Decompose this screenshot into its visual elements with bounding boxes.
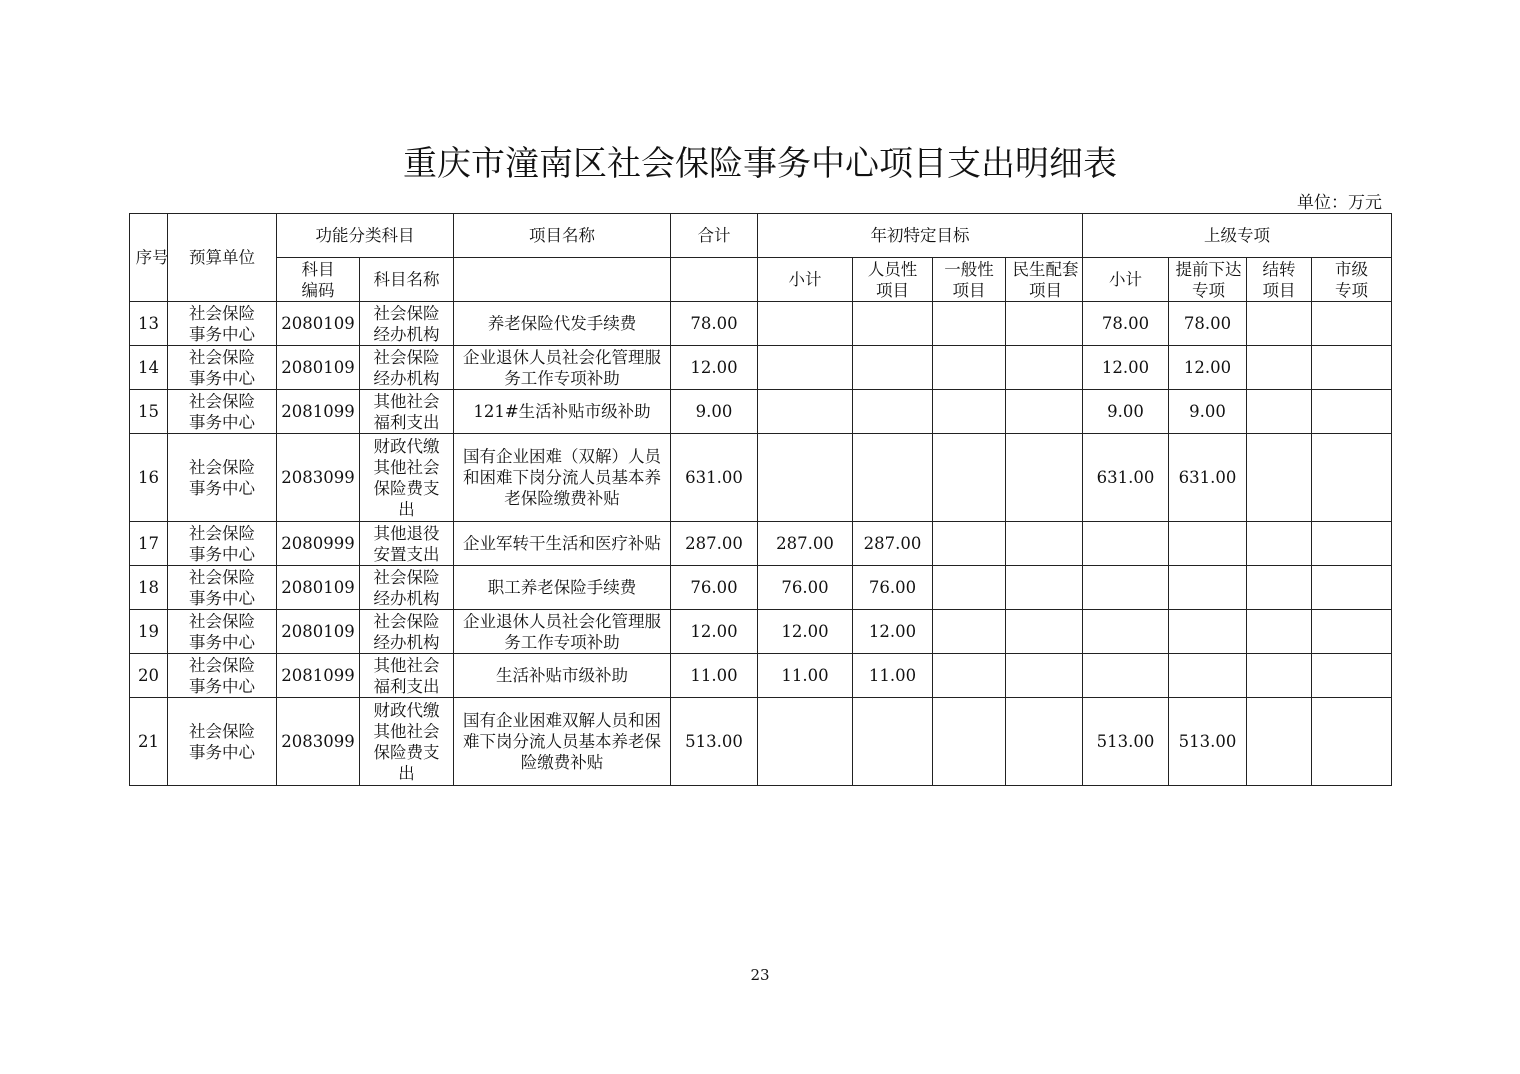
cell-at-subtotal — [758, 434, 853, 522]
cell-unit — [168, 522, 277, 566]
cell-at-personnel — [853, 566, 933, 610]
cell-sup-carryover — [1247, 346, 1312, 390]
cell-project — [454, 610, 671, 654]
header-sup-carryover: 结转项目 — [1247, 258, 1312, 302]
cell-code — [277, 522, 360, 566]
header-sup-advance: 提前下达专项 — [1169, 258, 1247, 302]
cell-project-text: 职工养老保险手续费 — [487, 578, 637, 597]
cell-sup-advance — [1169, 522, 1247, 566]
cell-seq-text: 20 — [138, 666, 159, 685]
cell-total-text: 9.00 — [695, 402, 733, 421]
cell-sup-subtotal — [1083, 698, 1169, 786]
cell-sup-advance — [1169, 390, 1247, 434]
cell-sup-city — [1312, 610, 1392, 654]
cell-sup-subtotal — [1083, 302, 1169, 346]
cell-subject-text: 财政代缴其他社会保险费支出 — [373, 700, 440, 783]
cell-seq-text: 16 — [138, 468, 159, 487]
cell-sup-advance — [1169, 346, 1247, 390]
cell-sup-advance — [1169, 698, 1247, 786]
cell-at-personnel-text: 76.00 — [868, 578, 917, 597]
cell-at-subtotal — [758, 522, 853, 566]
cell-at-subtotal-text: 11.00 — [781, 666, 829, 685]
table-row — [130, 434, 1392, 522]
cell-sup-advance — [1169, 566, 1247, 610]
table-row — [130, 698, 1392, 786]
cell-sup-carryover — [1247, 566, 1312, 610]
cell-unit — [168, 390, 277, 434]
cell-sup-advance — [1169, 610, 1247, 654]
cell-project — [454, 698, 671, 786]
cell-at-livelihood — [1006, 522, 1083, 566]
cell-at-general — [933, 302, 1006, 346]
cell-subject — [360, 698, 454, 786]
cell-project-text: 121#生活补贴市级补助 — [473, 402, 651, 421]
cell-sup-advance — [1169, 654, 1247, 698]
cell-at-subtotal — [758, 566, 853, 610]
cell-sup-subtotal — [1083, 390, 1169, 434]
header-at-livelihood: 民生配套项目 — [1006, 258, 1083, 302]
cell-sup-city — [1312, 522, 1392, 566]
cell-sup-subtotal — [1083, 610, 1169, 654]
cell-at-subtotal — [758, 610, 853, 654]
cell-total — [671, 654, 758, 698]
cell-sup-city — [1312, 346, 1392, 390]
cell-sup-carryover — [1247, 302, 1312, 346]
cell-at-personnel-text: 12.00 — [868, 622, 917, 641]
cell-sup-carryover — [1247, 522, 1312, 566]
cell-subject-text: 其他退役安置支出 — [373, 523, 440, 564]
cell-seq — [130, 698, 168, 786]
cell-project-text: 国有企业困难双解人员和困难下岗分流人员基本养老保险缴费补贴 — [463, 711, 661, 772]
cell-at-subtotal — [758, 654, 853, 698]
cell-sup-subtotal — [1083, 566, 1169, 610]
cell-seq-text: 19 — [138, 622, 159, 641]
cell-code — [277, 346, 360, 390]
cell-seq — [130, 302, 168, 346]
cell-at-personnel-text: 11.00 — [868, 666, 917, 685]
cell-sup-subtotal-text: 78.00 — [1101, 314, 1150, 333]
cell-project — [454, 346, 671, 390]
cell-at-personnel — [853, 390, 933, 434]
cell-sup-subtotal-text: 631.00 — [1096, 468, 1155, 487]
cell-project — [454, 522, 671, 566]
cell-project-text: 企业退休人员社会化管理服务工作专项补助 — [463, 611, 661, 652]
cell-subject-text: 其他社会福利支出 — [373, 655, 440, 696]
cell-total-text: 76.00 — [690, 578, 738, 597]
cell-sup-carryover — [1247, 698, 1312, 786]
cell-code-text: 2080999 — [281, 534, 355, 553]
cell-code-text: 2083099 — [281, 732, 355, 751]
cell-unit — [168, 698, 277, 786]
cell-sup-advance-text: 78.00 — [1183, 314, 1232, 333]
cell-unit-text: 社会保险事务中心 — [189, 523, 255, 564]
cell-sup-advance-text: 631.00 — [1178, 468, 1237, 487]
header-total-sub — [671, 258, 758, 302]
cell-sup-city — [1312, 390, 1392, 434]
cell-subject — [360, 610, 454, 654]
cell-total-text: 513.00 — [685, 732, 743, 751]
cell-subject-text: 社会保险经办机构 — [373, 347, 440, 388]
cell-at-livelihood — [1006, 566, 1083, 610]
cell-at-personnel-text: 287.00 — [863, 534, 922, 553]
header-sup-city: 市级专项 — [1312, 258, 1392, 302]
cell-code-text: 2080109 — [281, 578, 355, 597]
cell-project — [454, 434, 671, 522]
cell-subject — [360, 654, 454, 698]
cell-unit — [168, 566, 277, 610]
cell-subject-text: 其他社会福利支出 — [373, 391, 440, 432]
cell-code-text: 2081099 — [281, 666, 355, 685]
cell-unit-text: 社会保险事务中心 — [189, 655, 255, 696]
cell-at-personnel — [853, 346, 933, 390]
cell-code — [277, 698, 360, 786]
header-at-subtotal: 小计 — [758, 258, 853, 302]
cell-seq-text: 15 — [138, 402, 159, 421]
table-row — [130, 390, 1392, 434]
cell-subject — [360, 566, 454, 610]
cell-unit-text: 社会保险事务中心 — [189, 303, 255, 344]
cell-sup-subtotal — [1083, 434, 1169, 522]
cell-total-text: 11.00 — [690, 666, 738, 685]
header-seq: 序号 — [130, 214, 168, 302]
cell-project — [454, 566, 671, 610]
cell-at-livelihood — [1006, 390, 1083, 434]
cell-sup-city — [1312, 434, 1392, 522]
cell-subject — [360, 346, 454, 390]
header-unit: 预算单位 — [168, 214, 277, 302]
cell-sup-carryover — [1247, 654, 1312, 698]
cell-seq-text: 14 — [138, 358, 159, 377]
cell-seq — [130, 346, 168, 390]
cell-code — [277, 302, 360, 346]
cell-total — [671, 346, 758, 390]
cell-at-livelihood — [1006, 346, 1083, 390]
cell-code-text: 2080109 — [281, 314, 355, 333]
cell-code — [277, 390, 360, 434]
cell-code-text: 2080109 — [281, 622, 355, 641]
cell-sup-city — [1312, 698, 1392, 786]
header-superior: 上级专项 — [1083, 214, 1392, 258]
cell-seq-text: 13 — [138, 314, 159, 333]
table-row — [130, 566, 1392, 610]
cell-seq — [130, 654, 168, 698]
cell-at-livelihood — [1006, 302, 1083, 346]
cell-sup-subtotal — [1083, 522, 1169, 566]
table-row — [130, 522, 1392, 566]
table-row — [130, 346, 1392, 390]
cell-total-text: 78.00 — [690, 314, 738, 333]
cell-sup-advance-text: 9.00 — [1189, 402, 1226, 421]
cell-at-general — [933, 346, 1006, 390]
cell-at-personnel — [853, 434, 933, 522]
cell-unit-text: 社会保险事务中心 — [189, 721, 255, 762]
cell-seq-text: 17 — [138, 534, 159, 553]
cell-at-general — [933, 654, 1006, 698]
cell-sup-city — [1312, 302, 1392, 346]
expenditure-table — [129, 213, 1392, 786]
cell-total — [671, 566, 758, 610]
cell-at-subtotal-text: 12.00 — [781, 622, 829, 641]
table-row — [130, 302, 1392, 346]
cell-total — [671, 698, 758, 786]
cell-at-personnel — [853, 302, 933, 346]
cell-total — [671, 434, 758, 522]
cell-project — [454, 390, 671, 434]
header-subject-code: 科目编码 — [277, 258, 360, 302]
cell-at-subtotal-text: 287.00 — [776, 534, 834, 553]
cell-subject — [360, 390, 454, 434]
cell-unit-text: 社会保险事务中心 — [189, 391, 255, 432]
cell-at-subtotal — [758, 390, 853, 434]
cell-unit-text: 社会保险事务中心 — [189, 611, 255, 652]
cell-code-text: 2080109 — [281, 358, 355, 377]
cell-at-personnel — [853, 610, 933, 654]
cell-code-text: 2081099 — [281, 402, 355, 421]
cell-total — [671, 610, 758, 654]
cell-at-personnel — [853, 698, 933, 786]
cell-code — [277, 610, 360, 654]
header-subject-name: 科目名称 — [360, 258, 454, 302]
header-at-personnel: 人员性项目 — [853, 258, 933, 302]
cell-code-text: 2083099 — [281, 468, 355, 487]
cell-at-general — [933, 698, 1006, 786]
cell-at-subtotal — [758, 302, 853, 346]
cell-project-text: 生活补贴市级补助 — [496, 666, 628, 685]
cell-subject-text: 财政代缴其他社会保险费支出 — [373, 436, 440, 519]
cell-sup-advance — [1169, 434, 1247, 522]
cell-sup-subtotal-text: 9.00 — [1107, 402, 1144, 421]
cell-unit — [168, 654, 277, 698]
cell-at-livelihood — [1006, 610, 1083, 654]
cell-sup-carryover — [1247, 610, 1312, 654]
cell-at-general — [933, 522, 1006, 566]
cell-seq — [130, 434, 168, 522]
cell-seq — [130, 522, 168, 566]
cell-sup-subtotal-text: 12.00 — [1101, 358, 1150, 377]
header-total: 合计 — [671, 214, 758, 258]
cell-sup-subtotal — [1083, 654, 1169, 698]
header-sup-subtotal: 小计 — [1083, 258, 1169, 302]
page-number: 23 — [750, 966, 770, 984]
cell-at-personnel — [853, 654, 933, 698]
page-title: 重庆市潼南区社会保险事务中心项目支出明细表 — [403, 144, 1117, 184]
cell-subject-text: 社会保险经办机构 — [373, 611, 440, 652]
cell-project — [454, 302, 671, 346]
cell-at-livelihood — [1006, 654, 1083, 698]
cell-sup-subtotal-text: 513.00 — [1096, 732, 1155, 751]
header-project-name: 项目名称 — [454, 214, 671, 258]
cell-sup-carryover — [1247, 434, 1312, 522]
cell-project-text: 国有企业困难（双解）人员和困难下岗分流人员基本养老保险缴费补贴 — [463, 447, 661, 508]
cell-at-subtotal-text: 76.00 — [781, 578, 829, 597]
table-row — [130, 654, 1392, 698]
cell-project-text: 企业军转干生活和医疗补贴 — [463, 534, 661, 553]
cell-seq-text: 18 — [138, 578, 159, 597]
cell-at-general — [933, 566, 1006, 610]
cell-seq-text: 21 — [138, 732, 159, 751]
cell-subject-text: 社会保险经办机构 — [373, 303, 440, 344]
table-row — [130, 610, 1392, 654]
cell-sup-city — [1312, 654, 1392, 698]
cell-sup-advance — [1169, 302, 1247, 346]
cell-code — [277, 654, 360, 698]
cell-project — [454, 654, 671, 698]
cell-unit — [168, 346, 277, 390]
header-at-general: 一般性项目 — [933, 258, 1006, 302]
cell-at-general — [933, 434, 1006, 522]
cell-subject — [360, 434, 454, 522]
cell-total-text: 12.00 — [690, 622, 738, 641]
cell-seq — [130, 390, 168, 434]
cell-at-personnel — [853, 522, 933, 566]
cell-at-livelihood — [1006, 698, 1083, 786]
cell-total — [671, 522, 758, 566]
cell-unit-text: 社会保险事务中心 — [189, 347, 255, 388]
cell-subject-text: 社会保险经办机构 — [373, 567, 440, 608]
cell-at-subtotal — [758, 698, 853, 786]
cell-at-general — [933, 610, 1006, 654]
cell-at-subtotal — [758, 346, 853, 390]
cell-code — [277, 434, 360, 522]
cell-unit-text: 社会保险事务中心 — [189, 457, 255, 498]
cell-unit-text: 社会保险事务中心 — [189, 567, 255, 608]
cell-sup-carryover — [1247, 390, 1312, 434]
header-func-class: 功能分类科目 — [277, 214, 454, 258]
cell-total-text: 12.00 — [690, 358, 738, 377]
cell-total-text: 287.00 — [685, 534, 743, 553]
cell-at-livelihood — [1006, 434, 1083, 522]
cell-subject — [360, 302, 454, 346]
cell-project-text: 养老保险代发手续费 — [487, 314, 637, 333]
cell-total — [671, 302, 758, 346]
cell-subject — [360, 522, 454, 566]
cell-seq — [130, 566, 168, 610]
cell-unit — [168, 434, 277, 522]
header-project-name-sub — [454, 258, 671, 302]
cell-unit — [168, 302, 277, 346]
cell-sup-city — [1312, 566, 1392, 610]
cell-seq — [130, 610, 168, 654]
cell-sup-subtotal — [1083, 346, 1169, 390]
header-annual-target: 年初特定目标 — [758, 214, 1083, 258]
cell-sup-advance-text: 513.00 — [1178, 732, 1237, 751]
cell-code — [277, 566, 360, 610]
cell-sup-advance-text: 12.00 — [1183, 358, 1232, 377]
cell-unit — [168, 610, 277, 654]
cell-project-text: 企业退休人员社会化管理服务工作专项补助 — [463, 347, 661, 388]
cell-total — [671, 390, 758, 434]
cell-at-general — [933, 390, 1006, 434]
unit-label: 单位：万元 — [1297, 193, 1382, 213]
cell-total-text: 631.00 — [685, 468, 743, 487]
